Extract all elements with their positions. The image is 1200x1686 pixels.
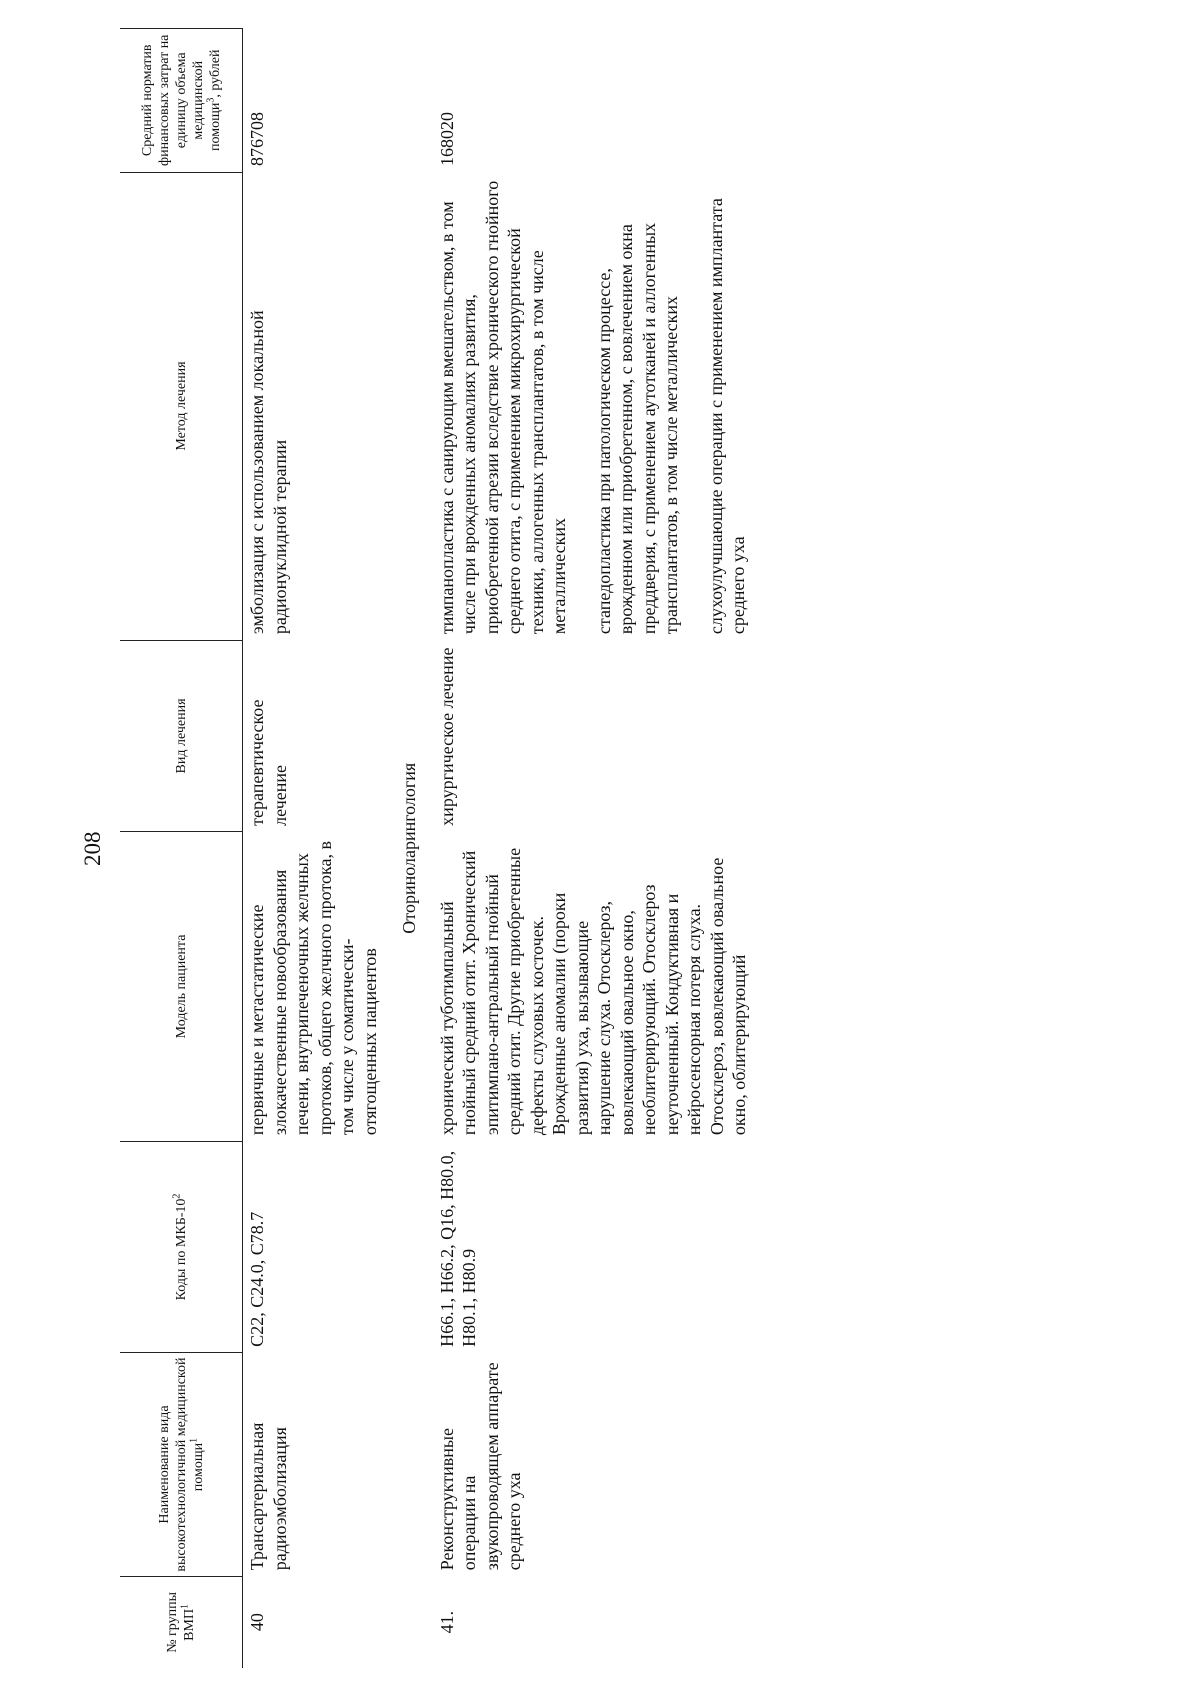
- header-treatment-type: Вид лечения: [120, 640, 243, 832]
- care-name-cell: Трансартериальная радиоэмболизация: [247, 1422, 290, 1571]
- page-number: 208: [80, 831, 105, 866]
- treatment-type-cell: хирургическое лечение: [436, 647, 457, 826]
- cost-cell: 168020: [436, 112, 457, 167]
- group-no-cell: 41.: [436, 1610, 457, 1634]
- patient-model-cell: хронический туботимпальный гнойный средний отит. Хронический эпитимпано-антральный гнойный средний отит. Другие приобретенные дефекты слуховых косточек. Врожденные аномалии (пороки развития) уха, вызывающие нарушение слуха. Отосклероз, вовлекающий овальное окно, необлитерирующий. Отосклероз неуточненный. Кондуктивная и нейросенсорная потеря слуха. Отосклероз, вовлекающий овальное окно, облитерирующий: [436, 847, 749, 1136]
- treatment-method: тимпанопластика с санирующим вмешательством, в том числе при врожденных аномалиях развития, приобретенной атрезии вследствие хронического гнойного среднего отита, с применением микрохирургической техники, аллогенных трансплантатов, в том числе металлических: [436, 180, 569, 635]
- header-group-no: № группы ВМП$^1$: [120, 1576, 243, 1668]
- treatment-method: эмболизация с использованием локальной радионуклидной терапии: [247, 310, 290, 635]
- care-name-cell: Реконструктивные операции на звукопроводящем аппарате среднего уха: [436, 1362, 524, 1571]
- cost-cell: 876708: [247, 112, 267, 167]
- table-row: [433, 29, 754, 1669]
- treatment-method: стапедопластика при патологическом процессе, врожденном или приобретенном, с вовлечением окна преддверия, с применением аутотканей и аллогенных трансплантатов, в том числе металлических: [593, 222, 681, 635]
- icd-codes-cell: H66.1, H66.2, Q16, H80.0, H80.1, H80.9: [436, 1150, 479, 1347]
- header-care-name: Наименование вида высокотехнологичной медицинской помощи$^1$: [120, 1353, 243, 1576]
- vmp-table: [120, 28, 754, 1668]
- header-row: [120, 29, 243, 1669]
- group-no-cell: 40: [247, 1613, 267, 1632]
- treatment-method-cell: [433, 172, 754, 640]
- treatment-method-cell: [243, 172, 385, 640]
- header-treatment-method: Метод лечения: [120, 172, 243, 640]
- section-title: Оториноларингология: [399, 762, 419, 934]
- icd-codes-cell: C22, C24.0, C78.7: [247, 1211, 267, 1347]
- header-patient-model: Модель пациента: [120, 832, 243, 1141]
- table-row: [243, 29, 385, 1669]
- treatment-method: слухоулучшающие операции с применением имплантата среднего уха: [705, 198, 748, 635]
- header-icd-codes: Коды по МКБ-$10^2$: [120, 1141, 243, 1353]
- header-cost: Средний норматив финансовых затрат на единицу объема медицинской помощи$^3$, рублей: [120, 29, 243, 173]
- treatment-type-cell: терапевтическое лечение: [247, 699, 290, 826]
- patient-model-cell: первичные и метастатические злокачественные новообразования печени, внутрипеченочных желчных протоков, общего желчного протока, в том числе у соматически-отягощенных пациентов: [247, 841, 380, 1136]
- section-row: [384, 29, 433, 1669]
